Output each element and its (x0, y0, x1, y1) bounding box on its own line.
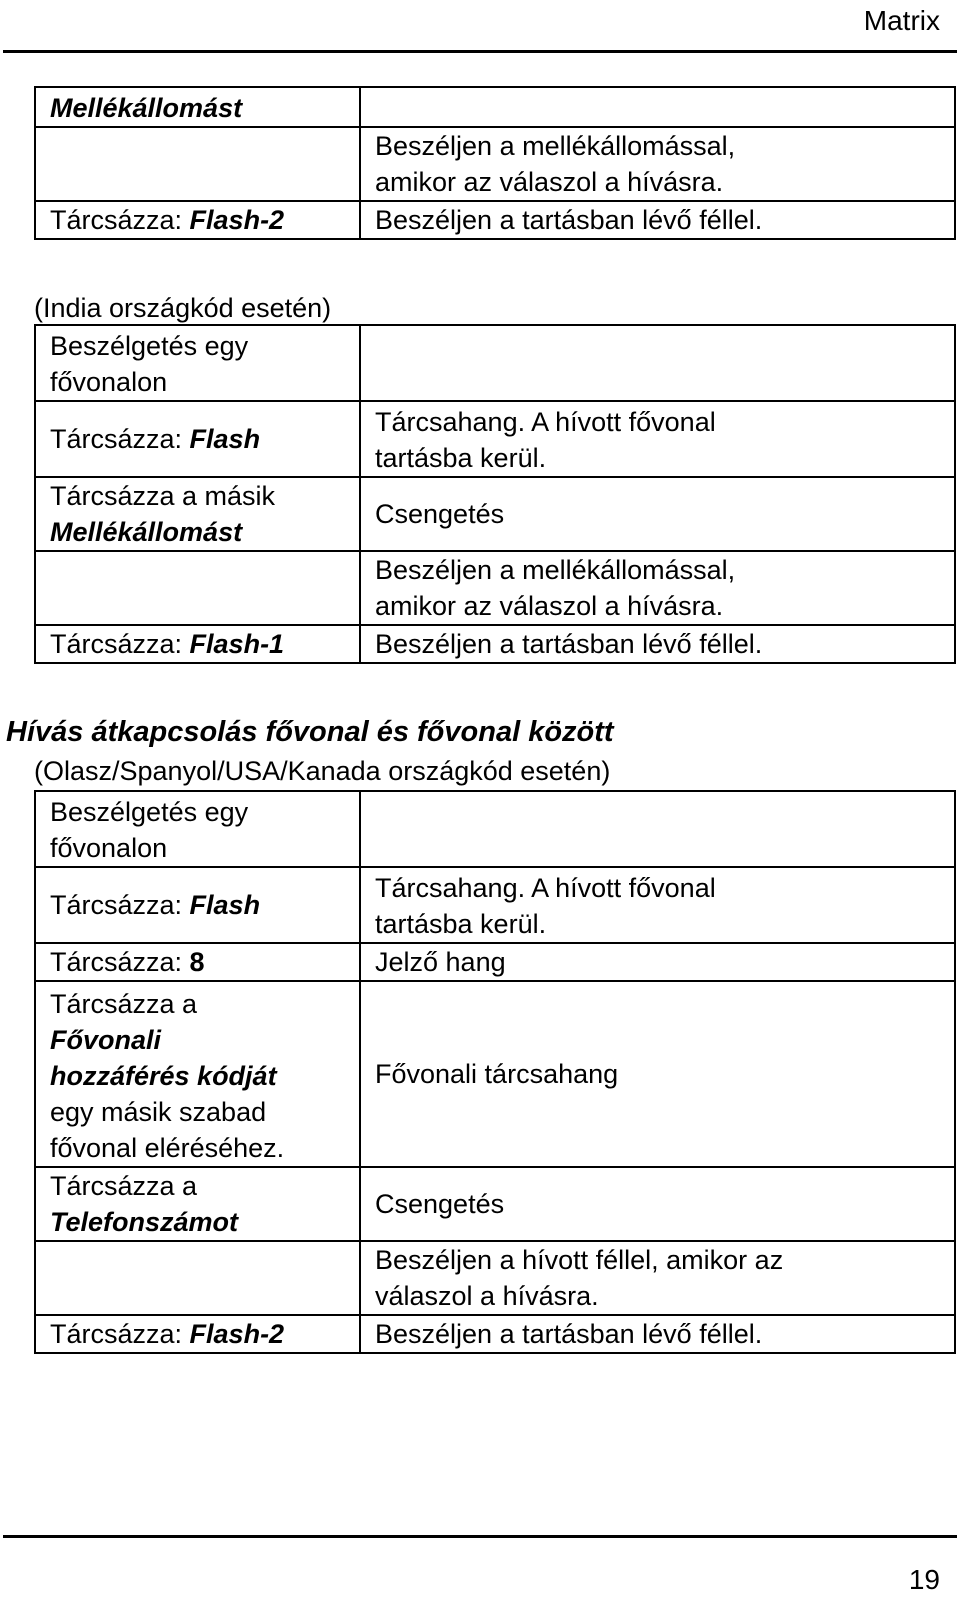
result-cell: Beszéljen a mellékállomással, amikor az válaszol a hívásra. (360, 127, 955, 201)
header-brand: Matrix (863, 5, 940, 36)
procedure-table-trunk-transfer (34, 790, 956, 1354)
result-cell: Beszéljen a hívott féllel, amikor az válaszol a hívásra. (360, 1241, 955, 1315)
action-cell: Tárcsázza a másik Mellékállomást (35, 477, 360, 551)
table-row (35, 981, 955, 1167)
result-cell: Tárcsahang. A hívott fővonal tartásba kerül. (360, 867, 955, 943)
result-cell: Beszéljen a tartásban lévő féllel. (360, 625, 955, 663)
action-cell (35, 1241, 360, 1315)
result-cell: Csengetés (360, 477, 955, 551)
action-cell: Tárcsázza: 8 (35, 943, 360, 981)
action-cell (35, 551, 360, 625)
result-cell: Beszéljen a tartásban lévő féllel. (360, 201, 955, 239)
action-cell: Tárcsázza: Flash-2 (35, 1315, 360, 1353)
action-cell: Tárcsázza a Fővonali hozzáférés kódját egy másik szabad fővonal eléréséhez. (35, 981, 360, 1167)
action-cell: Tárcsázza: Flash (35, 867, 360, 943)
procedure-table-continued (34, 86, 956, 240)
result-cell: Fővonali tárcsahang (360, 981, 955, 1167)
table-row (35, 551, 955, 625)
table-row (35, 791, 955, 867)
procedure-table-india (34, 324, 956, 664)
result-cell: Jelző hang (360, 943, 955, 981)
table-row (35, 127, 955, 201)
result-cell (360, 325, 955, 401)
result-cell: Tárcsahang. A hívott fővonal tartásba kerül. (360, 401, 955, 477)
table-row (35, 477, 955, 551)
table-row (35, 867, 955, 943)
table-row (35, 87, 955, 127)
action-cell: Mellékállomást (35, 87, 360, 127)
action-cell: Tárcsázza: Flash (35, 401, 360, 477)
result-cell: Csengetés (360, 1167, 955, 1241)
header-divider (3, 50, 957, 53)
result-cell: Beszéljen a mellékállomással, amikor az válaszol a hívásra. (360, 551, 955, 625)
table-row (35, 1167, 955, 1241)
country-condition: (India országkód esetén) (34, 293, 332, 323)
result-cell (360, 791, 955, 867)
table-row (35, 625, 955, 663)
country-condition: (Olasz/Spanyol/USA/Kanada országkód esetén) (34, 756, 611, 786)
page-number: 19 (908, 1564, 940, 1595)
action-cell: Tárcsázza: Flash-1 (35, 625, 360, 663)
action-cell: Beszélgetés egy fővonalon (35, 791, 360, 867)
table-row (35, 1315, 955, 1353)
result-cell (360, 87, 955, 127)
action-cell: Tárcsázza: Flash-2 (35, 201, 360, 239)
action-cell (35, 127, 360, 201)
table-row (35, 943, 955, 981)
table-row (35, 401, 955, 477)
footer-divider (3, 1535, 957, 1538)
table-row (35, 325, 955, 401)
result-cell: Beszéljen a tartásban lévő féllel. (360, 1315, 955, 1353)
table-row (35, 201, 955, 239)
action-cell: Tárcsázza a Telefonszámot (35, 1167, 360, 1241)
table-row (35, 1241, 955, 1315)
section-title: Hívás átkapcsolás fővonal és fővonal között (6, 716, 614, 748)
action-cell: Beszélgetés egy fővonalon (35, 325, 360, 401)
